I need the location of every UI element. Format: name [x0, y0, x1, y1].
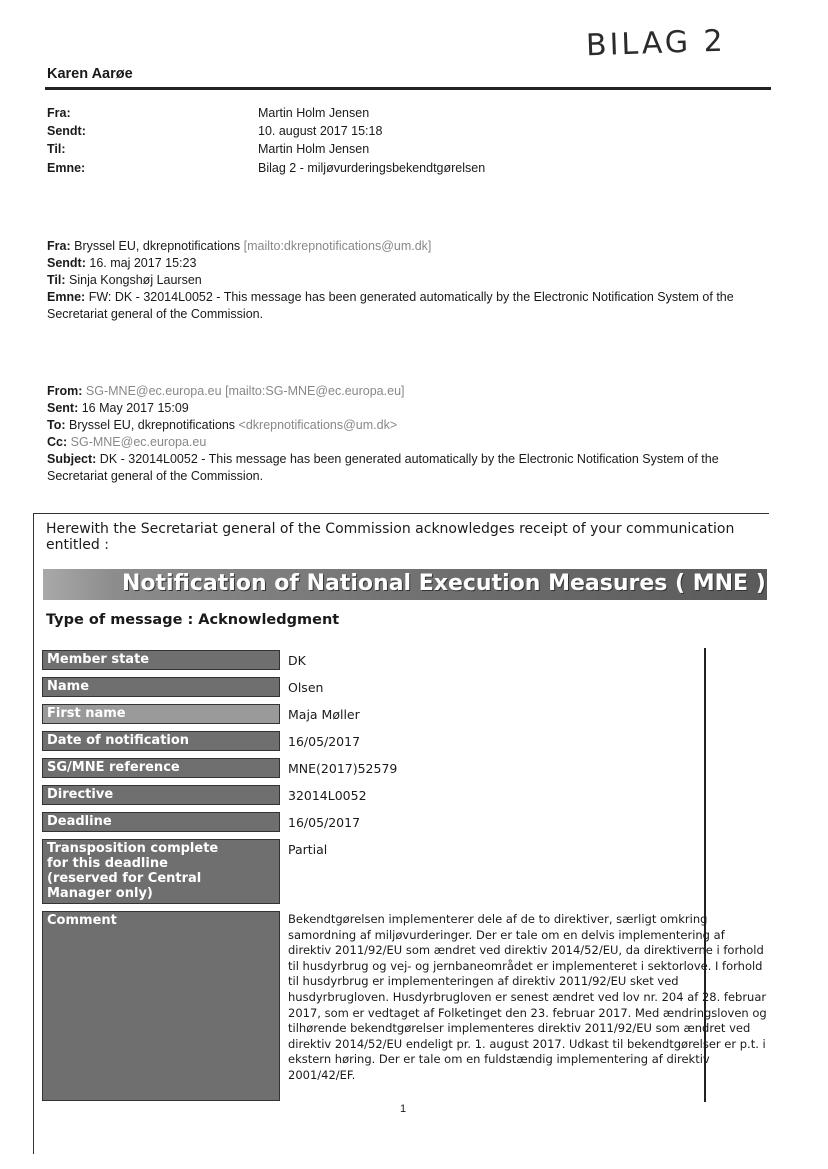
mailbox-owner-name: Karen Aarøe — [47, 66, 133, 82]
field-value-directive: 32014L0052 — [288, 788, 367, 803]
header-to-value: Martin Holm Jensen — [258, 142, 370, 156]
bilag-stamp: BILAG 2 — [585, 23, 727, 64]
field-value-reference: MNE(2017)52579 — [288, 761, 398, 776]
fwd1-to-label: Til: — [47, 273, 66, 287]
header-subject-value: Bilag 2 - miljøvurderingsbekendtgørelsen — [258, 161, 486, 175]
fwd2-to-link[interactable]: <dkrepnotifications@um.dk> — [238, 418, 398, 432]
field-value-comment: Bekendtgørelsen implementerer dele af de to direktiver, særligt omkring samordning af miljøvurderinger. Der er tale om en delvis implementering af direktiv 2011/92/EU som ændret ved direktiv 2014/52/EU, da direktiverne i forhold til husdyrbrug og vej- og jernbaneområdet er implementeret i sektorlove. I forhold til husdyrbrug er implementeringen af direktiv 2011/92/EU sket ved husdyrbrugloven. Husdyrbrugloven er senest ændret ved lov nr. 204 af 28. februar 2017, som er vedtaget af Folketinget den 23. februar 2017. Med ændringsloven og tilhørende bekendtgørelser implementeres direktiv 2011/92/EU som ændret ved direktiv 2014/52/EU endeligt pr. 1. august 2017. Udkast til bekendtgørelser er p.t. i ekstern høring. Der er tale om en fuldstændig implementering af direktiv 2001/42/EF. — [288, 912, 767, 1082]
field-value-deadline: 16/05/2017 — [288, 815, 361, 830]
field-label-deadline: Deadline — [42, 812, 280, 832]
field-label-comment: Comment — [42, 911, 280, 1101]
header-subject-label: Emne: — [47, 161, 86, 175]
page-number: 1 — [400, 1103, 407, 1115]
header-sent-value: 10. august 2017 15:18 — [258, 124, 383, 138]
fwd2-from-label: From: — [47, 384, 83, 398]
fwd1-from-label: Fra: — [47, 239, 71, 253]
field-label-reference: SG/MNE reference — [42, 758, 280, 778]
fwd1-from-value: Bryssel EU, dkrepnotifications — [74, 239, 241, 253]
field-label-name: Name — [42, 677, 280, 697]
fwd2-subject-value: DK - 32014L0052 - This message has been generated automatically by the Electronic Notification System of the Secretariat general of the Commission. — [47, 452, 719, 483]
field-value-name: Olsen — [288, 680, 324, 695]
field-label-directive: Directive — [42, 785, 280, 805]
fwd2-to-label: To: — [47, 418, 66, 432]
header-sent-label: Sendt: — [47, 124, 86, 138]
fwd2-from-value[interactable]: SG-MNE@ec.europa.eu — [85, 384, 222, 398]
field-label-date: Date of notification — [42, 731, 280, 751]
header-from-label: Fra: — [47, 106, 71, 120]
fwd2-sent-value: 16 May 2017 15:09 — [81, 401, 189, 415]
fwd2-subject-label: Subject: — [47, 452, 97, 466]
message-type: Type of message : Acknowledgment — [46, 612, 340, 628]
field-label-member-state: Member state — [42, 650, 280, 670]
intro-text: Herewith the Secretariat general of the Commission acknowledges receipt of your communication entitled : — [46, 521, 735, 553]
fwd1-sent-value: 16. maj 2017 15:23 — [89, 256, 197, 270]
fwd2-from-link[interactable]: [mailto:SG-MNE@ec.europa.eu] — [225, 384, 405, 398]
banner-title: Notification of National Execution Measures ( MNE ) — [122, 571, 766, 596]
field-value-member-state: DK — [288, 653, 306, 668]
field-label-first-name: First name — [42, 704, 280, 724]
fwd1-subject-value: FW: DK - 32014L0052 - This message has been generated automatically by the Electronic Notification System of the Secretariat general of the Commission. — [47, 290, 734, 321]
field-value-date: 16/05/2017 — [288, 734, 361, 749]
fwd2-sent-label: Sent: — [47, 401, 79, 415]
field-label-transposition: Transposition complete for this deadline (reserved for Central Manager only) — [42, 839, 280, 904]
fwd1-to-value: Sinja Kongshøj Laursen — [69, 273, 202, 287]
fwd2-cc-label: Cc: — [47, 435, 68, 449]
field-value-transposition: Partial — [288, 842, 328, 857]
fwd2-to-value: Bryssel EU, dkrepnotifications — [69, 418, 236, 432]
fwd2-cc-value[interactable]: SG-MNE@ec.europa.eu — [70, 435, 207, 449]
field-value-first-name: Maja Møller — [288, 707, 360, 722]
fwd1-sent-label: Sendt: — [47, 256, 86, 270]
fwd1-subject-label: Emne: — [47, 290, 86, 304]
header-divider — [45, 87, 771, 90]
fwd1-from-link[interactable]: [mailto:dkrepnotifications@um.dk] — [243, 239, 432, 253]
header-from-value: Martin Holm Jensen — [258, 106, 370, 120]
forward2-headers — [47, 383, 777, 485]
header-to-label: Til: — [47, 142, 66, 156]
forward1-headers — [47, 238, 777, 323]
